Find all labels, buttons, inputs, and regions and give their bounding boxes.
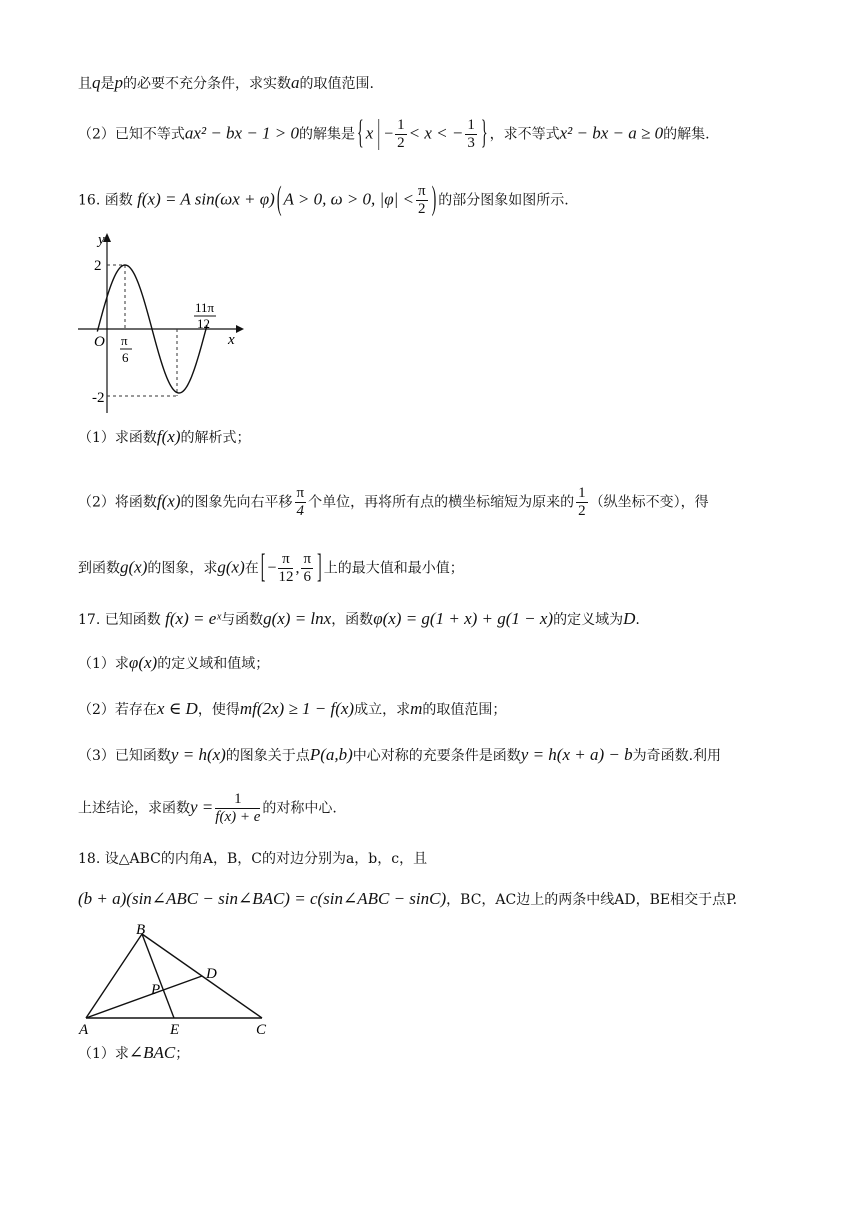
vertex-B: B	[136, 922, 146, 938]
q17-part3-line2: 上述结论，求函数y = $\frac{1}{f(x) + e}$ 的对称中心.	[78, 791, 337, 825]
sine-graph	[76, 228, 246, 418]
x1-den: 6	[122, 350, 129, 365]
x1-num: π	[121, 333, 128, 348]
y-min-label: -2	[92, 390, 105, 406]
x2-num: 11π	[195, 300, 215, 315]
q16-part1: （1）求函数f(x)的解析式；	[78, 427, 251, 446]
vertex-C: C	[256, 1022, 267, 1038]
triangle-figure	[76, 920, 276, 1038]
point-E: E	[170, 1022, 180, 1038]
x2-den: 12	[197, 316, 210, 331]
q17-part3-line1: （3）已知函数y = h(x)的图象关于点P(a,b)中心对称的充要条件是函数y = h(x + a) − b为奇函数.利用	[78, 745, 722, 764]
point-D: D	[206, 966, 217, 982]
q15-part2: （2）已知不等式ax² − bx − 1 > 0的解集是 { x | − $\frac{1}{2}$ < x < − $\frac{1}{3}$ } ，求不等式x² − bx − a ≥ 0的解集.	[78, 116, 710, 153]
q16-part2-line2: 到函数g(x)的图象，求g(x)在 [ − $\frac{\pi}{12}$ , $\frac{\pi}{6}$ ] 上的最大值和最小值；	[78, 550, 464, 587]
q17-part2: （2）若存在x ∈ D，使得mf(2x) ≥ 1 − f(x)成立，求m的取值范围；	[78, 699, 507, 718]
q18-stem-line1: 18. 设△ABC的内角A，B，C的对边分别为a，b，c，且	[78, 851, 428, 867]
origin-label: O	[94, 334, 105, 350]
q17-stem: 17. 已知函数 f(x) = eˣ与函数g(x) = lnx，函数φ(x) = g(1 + x) + g(1 − x)的定义域为D.	[78, 609, 640, 628]
q16-stem: 16. 函数 f(x) = A sin(ωx + φ) ( A > 0, ω > 0, |φ| < $\frac{\pi}{2}$ ) 的部分图象如图所示.	[78, 182, 569, 219]
q15-line1: 且q是p的必要不充分条件，求实数a的取值范围.	[78, 73, 374, 92]
x-axis-label: x	[228, 332, 235, 348]
point-P: P	[151, 982, 161, 998]
y-max-label: 2	[94, 258, 102, 274]
vertex-A: A	[79, 1022, 89, 1038]
q18-part1: （1）求∠BAC；	[78, 1043, 190, 1062]
q17-part1: （1）求φ(x)的定义域和值域；	[78, 653, 270, 672]
q18-stem-line2: (b + a)(sin∠ABC − sin∠BAC) = c(sin∠ABC − sinC)，BC，AC边上的两条中线AD，BE相交于点P.	[78, 889, 738, 908]
y-axis-label: y	[98, 232, 105, 248]
q16-part2-line1: （2）将函数f(x)的图象先向右平移 $\frac{\pi}{4}$ 个单位，再将所有点的横坐标缩短为原来的 $\frac{1}{2}$ （纵坐标不变），得	[78, 485, 709, 519]
